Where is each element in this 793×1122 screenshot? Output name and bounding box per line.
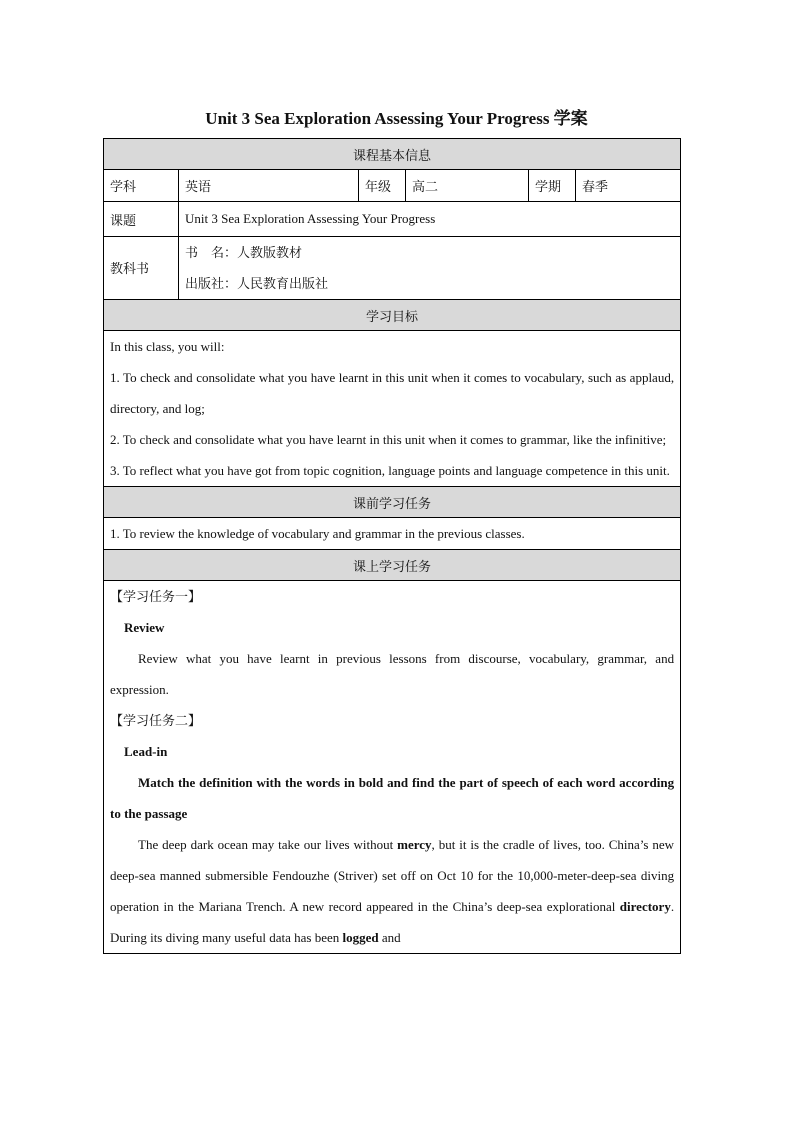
objectives-intro: In this class, you will: (110, 339, 225, 354)
objective-item: 2. To check and consolidate what you have learnt in this unit when it comes to grammar, like the infinitive; (110, 432, 667, 447)
grade-label: 年级 (359, 170, 406, 202)
textbook-label-text: 教科书 (110, 260, 150, 276)
subject-label: 学科 (104, 170, 179, 202)
reading-passage (110, 829, 674, 953)
task1-text: Review what you have learnt in previous lessons from discourse, vocabulary, grammar, and expression. (110, 651, 675, 697)
task2-instruction (110, 767, 674, 829)
bold-word: directory (619, 899, 671, 914)
section-header-objectives: 学习目标 (104, 300, 681, 331)
objective-item: 3. To reflect what you have got from topic cognition, language points and language competence in this unit. (110, 463, 670, 478)
preclass-item: 1. To review the knowledge of vocabulary and grammar in the previous classes. (110, 526, 525, 541)
subject-value: 英语 (179, 170, 359, 202)
task1-heading (110, 612, 674, 643)
passage-text: . During its diving many useful data has been (110, 899, 675, 945)
passage-text: , but it is the cradle of lives, too. China’s new deep-sea manned submersible Fendouzhe (Striver) set off on Oct 10 for the 10,000-meter-deep-sea diving operation in the Mariana Trench. A new record appeared in the China’s deep-sea explorational (110, 837, 675, 914)
task2-heading-text: Lead-in (124, 744, 168, 759)
grade-value: 高二 (406, 170, 529, 202)
task1-heading-text: Review (124, 620, 165, 635)
task1-title: 【学习任务一】 (110, 589, 202, 604)
textbook-label (104, 237, 179, 300)
passage-text: and (378, 930, 401, 945)
section-header-inclass: 课上学习任务 (104, 550, 681, 581)
preclass-content (104, 518, 681, 550)
inclass-content (104, 581, 681, 954)
bold-word: mercy (397, 837, 432, 852)
section-header-preclass: 课前学习任务 (104, 487, 681, 518)
publisher: 出版社：人民教育出版社 (185, 276, 329, 291)
document-title: Unit 3 Sea Exploration Assessing Your Progress 学案 (205, 109, 588, 128)
term-value: 春季 (576, 170, 681, 202)
task2-heading (110, 736, 674, 767)
objectives-content (104, 331, 681, 487)
bold-word: logged (342, 930, 379, 945)
lesson-plan-table (103, 138, 681, 954)
topic-value: Unit 3 Sea Exploration Assessing Your Progress (179, 202, 681, 237)
book-name: 书 名：人教版教材 (185, 245, 303, 260)
textbook-value (179, 237, 681, 300)
term-label: 学期 (529, 170, 576, 202)
topic-label: 课题 (104, 202, 179, 237)
task2-instruction-text: Match the definition with the words in bold and find the part of speech of each word according to the passage (110, 775, 675, 821)
task2-title: 【学习任务二】 (110, 713, 202, 728)
objective-item: 1. To check and consolidate what you have learnt in this unit when it comes to vocabulary, such as applaud, directory, and log; (110, 370, 675, 416)
passage-text: The deep dark ocean may take our lives without (138, 837, 398, 852)
section-header-basic-info: 课程基本信息 (104, 139, 681, 170)
